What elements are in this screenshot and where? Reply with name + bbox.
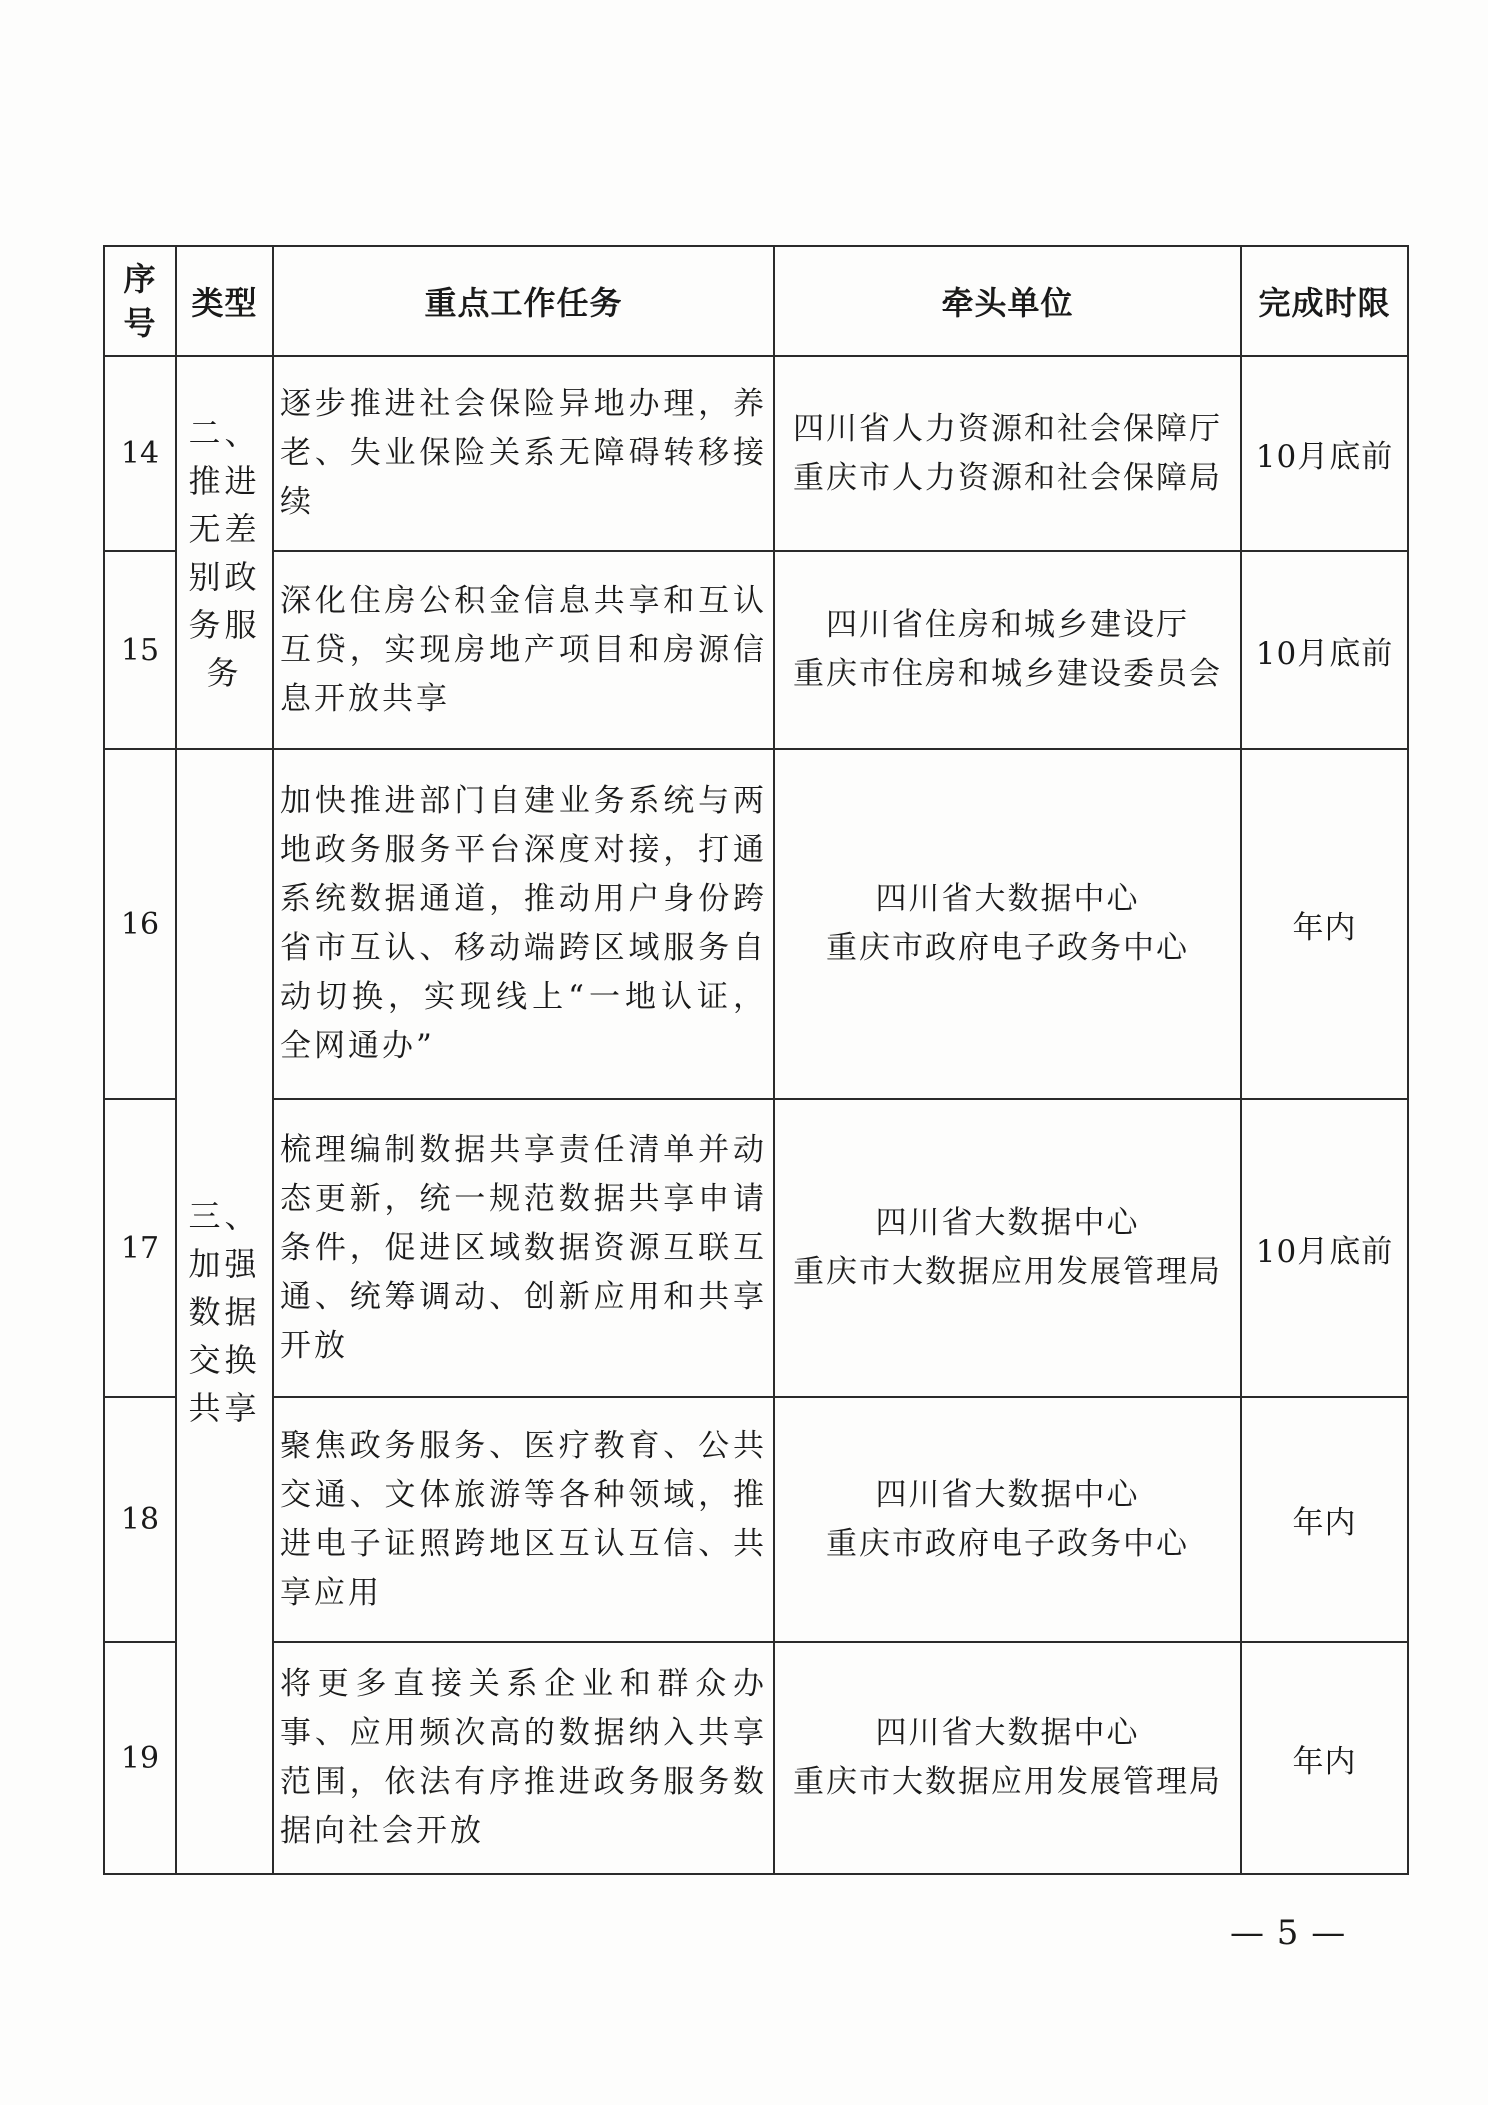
lead-chongqing: 重庆市人力资源和社会保障局 [793,459,1222,496]
lead-sichuan: 四川省大数据中心 [875,881,1140,917]
lead-sichuan: 四川省大数据中心 [875,1715,1140,1751]
table-row [104,356,1408,551]
row-seq: 19 [104,1642,176,1874]
table-row [104,1099,1408,1397]
row-task: 梳理编制数据共享责任清单并动态更新，统一规范数据共享申请条件，促进区域数据资源互联互通、统筹调动、创新应用和共享开放 [273,1099,774,1397]
lead-sichuan: 四川省大数据中心 [875,1205,1140,1241]
table-row [104,749,1408,1099]
row-task: 加快推进部门自建业务系统与两地政务服务平台深度对接，打通系统数据通道，推动用户身份跨省市互认、移动端跨区域服务自动切换，实现线上“一地认证，全网通办” [273,749,774,1099]
row-lead [774,551,1241,749]
row-deadline: 年内 [1241,1642,1408,1874]
tasks-table [103,245,1409,1875]
row-lead [774,749,1241,1099]
row-task: 将更多直接关系企业和群众办事、应用频次高的数据纳入共享范围，依法有序推进政务服务数据向社会开放 [273,1642,774,1874]
lead-chongqing: 重庆市政府电子政务中心 [826,930,1189,966]
header-task: 重点工作任务 [273,246,774,356]
row-task: 深化住房公积金信息共享和互认互贷，实现房地产项目和房源信息开放共享 [273,551,774,749]
row-deadline: 10月底前 [1241,1099,1408,1397]
row-seq: 17 [104,1099,176,1397]
lead-sichuan: 四川省住房和城乡建设厅 [826,607,1189,643]
row-deadline: 10月底前 [1241,551,1408,749]
page-number: — 5 — [1230,1913,1347,1953]
lead-chongqing: 重庆市政府电子政务中心 [826,1525,1189,1562]
row-lead [774,356,1241,551]
header-lead: 牵头单位 [774,246,1241,356]
row-lead [774,1397,1241,1642]
row-seq: 14 [104,356,176,551]
header-deadline: 完成时限 [1241,246,1408,356]
header-category: 类型 [176,246,273,356]
row-lead [774,1099,1241,1397]
row-lead [774,1642,1241,1874]
row-task: 逐步推进社会保险异地办理，养老、失业保险关系无障碍转移接续 [273,356,774,551]
category-cell: 二、推进无差别政务服务 [176,356,273,749]
lead-chongqing: 重庆市大数据应用发展管理局 [793,1764,1222,1800]
lead-sichuan: 四川省大数据中心 [875,1476,1140,1513]
table-row [104,1397,1408,1642]
lead-sichuan: 四川省人力资源和社会保障厅 [793,410,1222,447]
row-seq: 16 [104,749,176,1099]
row-seq: 15 [104,551,176,749]
category-cell: 三、加强数据交换共享 [176,749,273,1874]
lead-chongqing: 重庆市住房和城乡建设委员会 [793,656,1222,692]
row-deadline: 10月底前 [1241,356,1408,551]
row-deadline: 年内 [1241,749,1408,1099]
header-seq: 序号 [104,246,176,356]
row-deadline: 年内 [1241,1397,1408,1642]
lead-chongqing: 重庆市大数据应用发展管理局 [793,1254,1222,1290]
table-header-row [104,246,1408,356]
table-row [104,551,1408,749]
row-seq: 18 [104,1397,176,1642]
row-task: 聚焦政务服务、医疗教育、公共交通、文体旅游等各种领域，推进电子证照跨地区互认互信、共享应用 [273,1397,774,1642]
table-row [104,1642,1408,1874]
